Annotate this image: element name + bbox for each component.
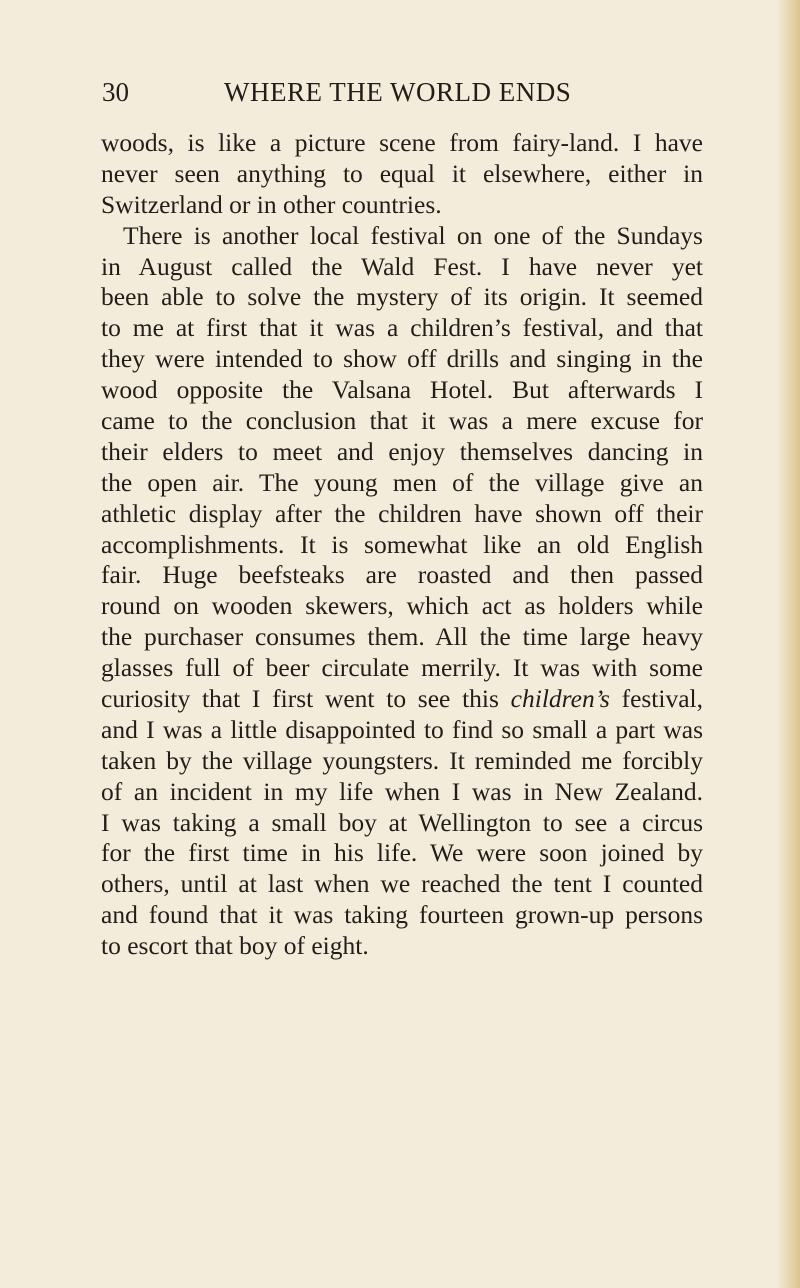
text-segment: curiosity that I first went to see this xyxy=(101,684,499,714)
text-line: round on wooden skewers, which act as holders while xyxy=(101,591,703,621)
text-line: of an incident in my life when I was in New Zealand. xyxy=(101,776,703,806)
body-text xyxy=(101,128,703,962)
text-line: There is another local festival on one of the Sundays xyxy=(123,220,703,250)
text-line: and found that it was taking fourteen grown-up persons xyxy=(101,900,703,930)
text-line: accomplishments. It is somewhat like an old English xyxy=(101,529,703,559)
text-line: been able to solve the mystery of its origin. It seemed xyxy=(101,282,703,312)
text-line-mixed xyxy=(101,684,703,715)
text-line: the open air. The young men of the village give an xyxy=(101,467,703,497)
text-line: fair. Huge beefsteaks are roasted and then passed xyxy=(101,560,703,590)
page-number: 30 xyxy=(102,77,129,107)
text-line: glasses full of beer circulate merrily. It was with some xyxy=(101,653,703,683)
text-line: and I was a little disappointed to find so small a part was xyxy=(101,714,703,744)
text-line: in August called the Wald Fest. I have never yet xyxy=(101,251,703,281)
text-line: woods, is like a picture scene from fairy-land. I have xyxy=(101,128,703,157)
text-line: athletic display after the children have shown off their xyxy=(101,498,703,528)
text-line: their elders to meet and enjoy themselves dancing in xyxy=(101,436,703,466)
text-line: taken by the village youngsters. It reminded me forcibly xyxy=(101,745,703,775)
text-line: came to the conclusion that it was a mere excuse for xyxy=(101,406,703,436)
text-line: I was taking a small boy at Wellington to see a circus xyxy=(101,807,703,837)
page-header xyxy=(102,76,702,108)
text-line: never seen anything to equal it elsewhere, either in xyxy=(101,158,703,188)
text-line: to me at first that it was a children’s festival, and that xyxy=(101,313,703,343)
text-line: wood opposite the Valsana Hotel. But afterwards I xyxy=(101,375,703,405)
italic-word: children’s xyxy=(510,684,610,714)
text-line: for the first time in his life. We were soon joined by xyxy=(101,838,703,868)
page-edge-shading xyxy=(776,0,800,1288)
text-line: they were intended to show off drills and singing in the xyxy=(101,344,703,374)
text-segment: festival, xyxy=(621,684,704,714)
text-line: others, until at last when we reached the tent I counted xyxy=(101,869,703,899)
text-line: to escort that boy of eight. xyxy=(101,931,369,961)
text-line: the purchaser consumes them. All the time large heavy xyxy=(101,622,703,652)
text-line: Switzerland or in other countries. xyxy=(101,189,442,219)
running-head: WHERE THE WORLD ENDS xyxy=(224,77,572,107)
